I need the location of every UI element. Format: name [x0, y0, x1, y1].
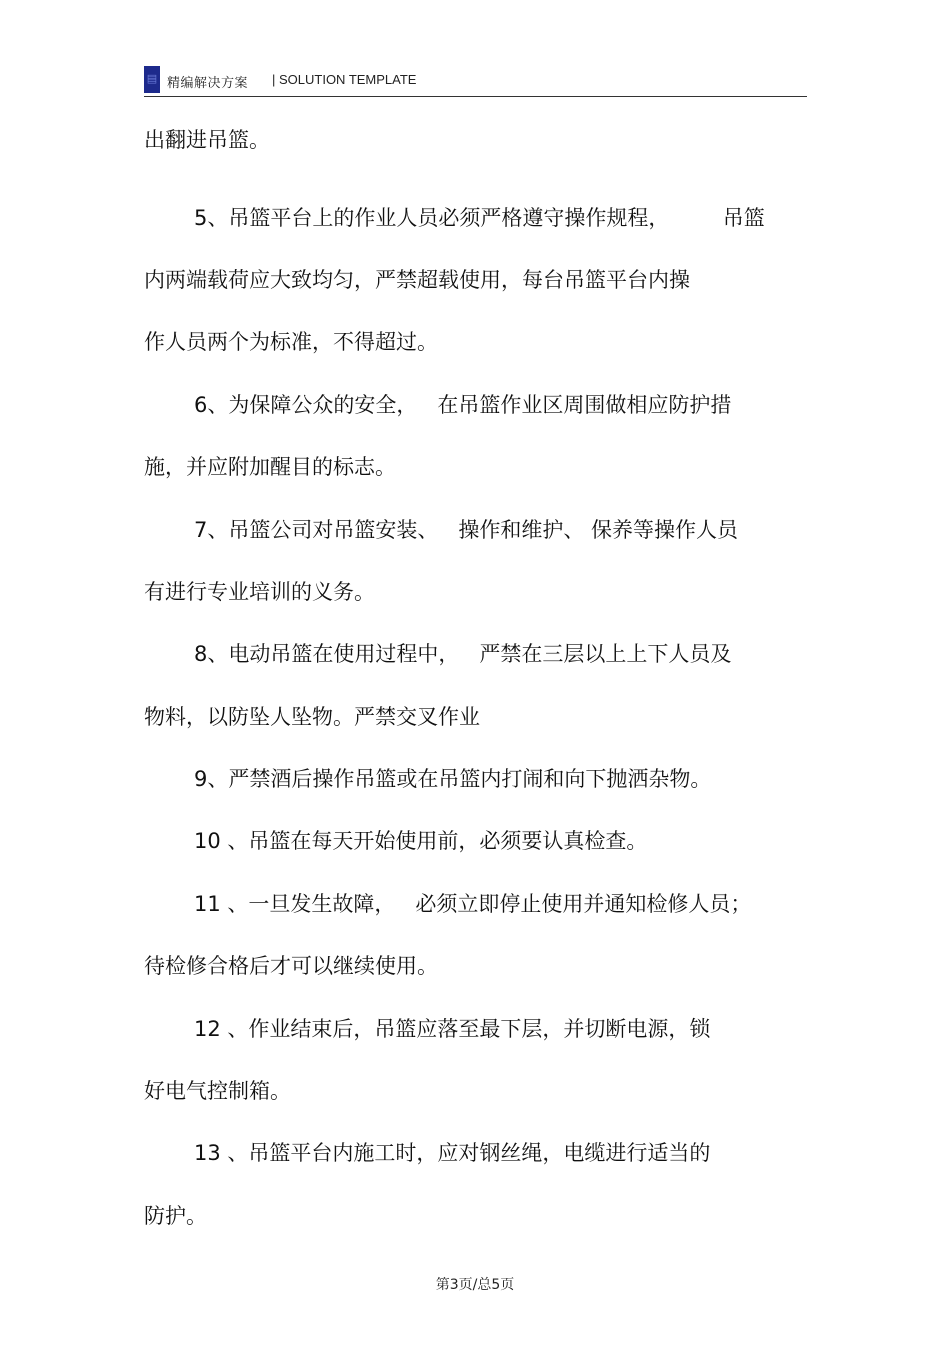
paragraph-line: 出翻进吊篮。	[144, 128, 270, 152]
paragraph-line: 作人员两个为标准，不得超过。	[144, 330, 438, 354]
paragraph-line: 8、电动吊篮在使用过程中， 严禁在三层以上上下人员及	[194, 642, 732, 666]
page-number: 第3页/总5页	[435, 1277, 515, 1293]
paragraph-line: 12 、作业结束后，吊篮应落至最下层，并切断电源，锁	[194, 1017, 711, 1041]
page-header	[144, 66, 807, 97]
paragraph-line: 5、吊篮平台上的作业人员必须严格遵守操作规程， 吊篮	[194, 206, 765, 230]
paragraph-line: 6、为保障公众的安全， 在吊篮作业区周围做相应防护措	[194, 393, 732, 417]
paragraph-line: 10 、吊篮在每天开始使用前，必须要认真检查。	[194, 829, 648, 853]
paragraph-line: 内两端载荷应大致均匀，严禁超载使用，每台吊篮平台内操	[144, 268, 690, 292]
paragraph-line: 防护。	[144, 1204, 207, 1228]
header-brand: 精编解决方案	[167, 76, 249, 91]
paragraph-line: 好电气控制箱。	[144, 1079, 291, 1103]
paragraph-line: 7、吊篮公司对吊篮安装、 操作和维护、 保养等操作人员	[194, 518, 739, 542]
paragraph-line: 13 、吊篮平台内施工时，应对钢丝绳，电缆进行适当的	[194, 1141, 711, 1165]
paragraph-line: 有进行专业培训的义务。	[144, 580, 375, 604]
document-logo-icon: ▤	[144, 66, 160, 93]
paragraph-line: 物料，以防坠人坠物。严禁交叉作业	[144, 705, 480, 729]
paragraph-line: 9、严禁酒后操作吊篮或在吊篮内打闹和向下抛洒杂物。	[194, 767, 712, 791]
paragraph-line: 待检修合格后才可以继续使用。	[144, 954, 438, 978]
paragraph-line: 施，并应附加醒目的标志。	[144, 455, 396, 479]
header-tagline: | SOLUTION TEMPLATE	[272, 72, 417, 87]
paragraph-line: 11 、一旦发生故障， 必须立即停止使用并通知检修人员；	[194, 892, 752, 916]
